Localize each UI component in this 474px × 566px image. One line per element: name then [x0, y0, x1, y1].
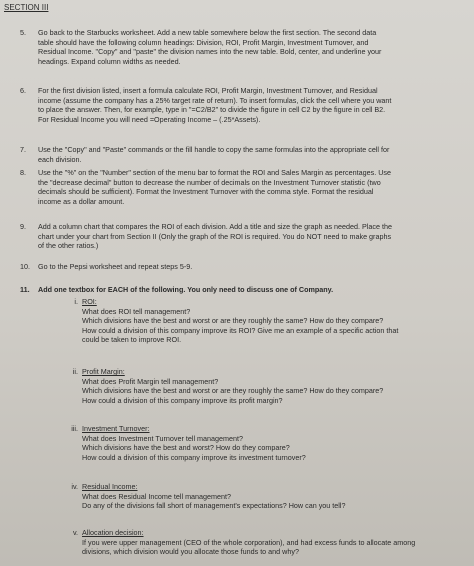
text-line: Use the "Copy" and "Paste" commands or the fill handle to copy the same formulas into the appropriate cell for: [38, 145, 390, 154]
question-line: Which divisions have the best and worst or are they roughly the same? How do they compare?: [82, 386, 384, 396]
question-text: [82, 482, 460, 511]
item-number: 9.: [20, 222, 26, 231]
text-line: Add a column chart that compares the ROI of each division. Add a title and size the graph as needed. Place the: [38, 222, 392, 231]
question-line: Which divisions have the best and worst? How do they compare?: [82, 443, 290, 453]
item-11-title: Add one textbox for EACH of the following. You only need to discuss one of Company.: [38, 285, 334, 294]
item-number: 7.: [20, 145, 26, 154]
question-text: [82, 367, 460, 405]
text-line: of the other ratios.): [38, 241, 99, 251]
question-label: ROI:: [82, 297, 97, 306]
roman-numeral: v.: [72, 528, 78, 537]
item-text: [38, 145, 466, 164]
question-line: How could a division of this company improve its ROI? Give me an example of a specific action that: [82, 325, 399, 335]
question-line: What does Residual Income tell management?: [82, 491, 232, 501]
text-line: Residual Income. "Copy" and "paste" the division names into the new table. Bold, center, and underline your: [38, 47, 382, 57]
question-text: [82, 424, 460, 462]
item-text: [38, 168, 466, 206]
text-line: Go back to the Starbucks worksheet. Add a new table somewhere below the first section. The second data: [38, 28, 377, 37]
question-text: [82, 528, 460, 557]
question-label: Profit Margin:: [82, 367, 125, 376]
question-label: Allocation decision:: [82, 528, 144, 537]
roman-numeral: iv.: [71, 482, 78, 491]
text-line: For the first division listed, insert a formula calculate ROI, Profit Margin, Investment Turnover, and Residual: [38, 86, 378, 95]
item-number: 11.: [20, 285, 30, 294]
text-line: each division.: [38, 154, 82, 164]
question-text: [82, 297, 460, 345]
text-line: Use the "%" on the "Number" section of the menu bar to format the ROI and Sales Margin as percentages. Use: [38, 168, 391, 177]
question-line: Do any of the divisions fall short of management's expectations? How can you tell?: [82, 501, 346, 511]
question-line: What does Investment Turnover tell management?: [82, 433, 244, 443]
item-number: 8.: [20, 168, 26, 177]
item-text: [38, 86, 466, 124]
question-line: How could a division of this company improve its investment turnover?: [82, 452, 306, 462]
text-line: Go to the Pepsi worksheet and repeat steps 5-9.: [38, 262, 193, 271]
text-line: headings. Expand column widths as needed.: [38, 56, 181, 66]
roman-numeral: i.: [74, 297, 78, 306]
text-line: table should have the following column headings: Division, ROI, Profit Margin, Investment Turnover, and: [38, 37, 369, 47]
text-line: to place the answer. Then, for example, type in "=C2/B2" to divide the figure in cell C2 by the figure in cell B2.: [38, 105, 386, 115]
question-line: How could a division of this company improve its profit margin?: [82, 395, 283, 405]
text-line: decimals should be sufficient). Format the Investment Turnover with the comma style. Format the residual: [38, 187, 374, 197]
question-line: Which divisions have the best and worst or are they roughly the same? How do they compare?: [82, 316, 384, 326]
text-line: income as a dollar amount.: [38, 196, 125, 206]
question-line: What does ROI tell management?: [82, 306, 191, 316]
question-line: could be taken to improve ROI.: [82, 335, 182, 345]
roman-numeral: iii.: [71, 424, 78, 433]
item-text: [38, 28, 466, 66]
text-line: chart under your chart from Section II (Only the graph of the ROI is required. You do NOT need to make graphs: [38, 231, 392, 241]
question-line: divisions, which division would you allocate those funds to and why?: [82, 547, 299, 557]
question-line: What does Profit Margin tell management?: [82, 376, 219, 386]
section-heading: SECTION III: [4, 3, 49, 12]
item-text: [38, 262, 466, 272]
item-number: 5.: [20, 28, 26, 37]
question-label: Residual Income:: [82, 482, 138, 491]
item-text: [38, 222, 466, 251]
text-line: income (assume the company has a 25% target rate of return). To insert formulas, click the cell where you want: [38, 95, 392, 105]
roman-numeral: ii.: [72, 367, 78, 376]
item-number: 6.: [20, 86, 26, 95]
text-line: For Residual Income you will need =Operating Income – (.25*Assets).: [38, 114, 261, 124]
question-label: Investment Turnover:: [82, 424, 150, 433]
text-line: the "decrease decimal" button to decrease the number of decimals on the Investment Turnover statistic (two: [38, 177, 381, 187]
question-line: If you were upper management (CEO of the whole corporation), and had excess funds to allocate among: [82, 537, 416, 547]
item-number: 10.: [20, 262, 30, 271]
